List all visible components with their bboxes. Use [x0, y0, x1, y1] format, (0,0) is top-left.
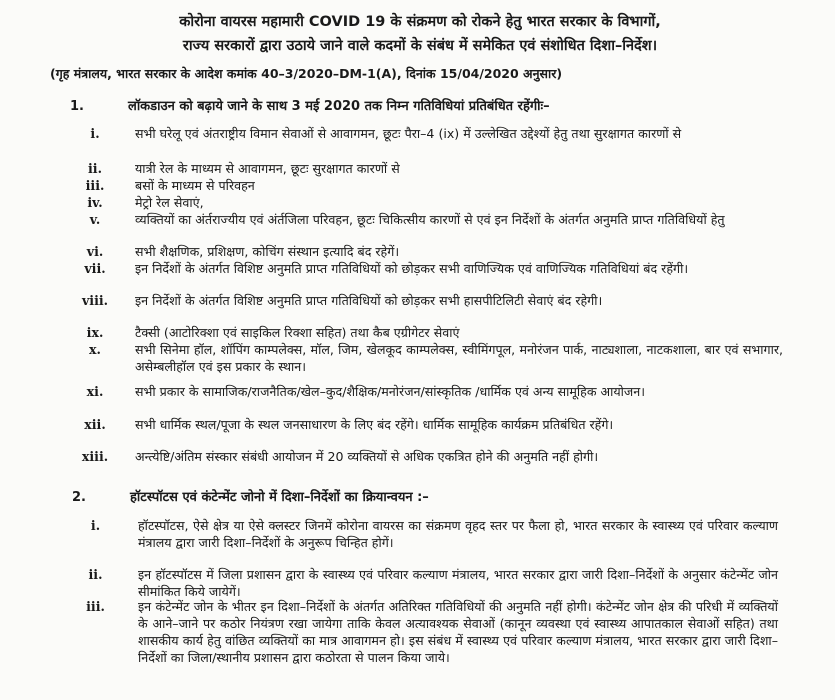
section-1-number: 1. — [70, 99, 84, 114]
item-number: iv. — [87, 195, 103, 210]
item-number: xii. — [84, 417, 106, 432]
item-number: iii. — [86, 599, 105, 614]
title-line-1: कोरोना वायरस महामारी COVID 19 के संक्रमण को रोकने हेतु भारत सरकार के विभागों, — [179, 14, 661, 30]
item-number: i. — [90, 126, 100, 141]
title-line-2: राज्य सरकारों द्वारा उठाये जाने वाले कदमों के संबंध में समेकित एवं संशोधित दिशा–निर्देश। — [182, 38, 658, 54]
item-text: मेट्रो रेल सेवाएं, — [135, 195, 204, 210]
item-text: व्यक्तियों का अंर्तराज्यीय एवं अंर्तजिला परिवहन, छूटः चिकित्सीय कारणों से एवं इन निर्देशों के अंतर्गत अनुमति प्राप्त गतिविधियों हेतु — [135, 212, 725, 227]
item-number: vi. — [86, 244, 104, 259]
section-2-title: हॉटस्पॉटस एवं कंटेन्मेंट जोनो में दिशा–निर्देशों का क्रियान्वयन :– — [130, 490, 429, 505]
item-text: बसों के माध्यम से परिवहन — [135, 178, 255, 193]
item-text: हॉटस्पॉटस, ऐसे क्षेत्र या ऐसे क्लस्टर जिनमें कोरोना वायरस का संक्रमण वृहद स्तर पर फैला हो, भारत सरकार के स्वास्थ्य एवं परिवार कल्याण मंत्रालय द्वारा जारी दिशा–निर्देशों के अनुरूप चिन्हित होगें। — [138, 518, 778, 550]
item-text: यात्री रेल के माध्यम से आवागमन, छूटः सुरक्षागत कारणों से — [135, 161, 400, 176]
item-number: ii. — [88, 161, 102, 176]
item-text: इन हॉटस्पॉटस में जिला प्रशासन द्वारा के स्वास्थ्य एवं परिवार कल्याण मंत्रालय, भारत सरकार द्वारा जारी दिशा–निर्देशों के अनुसार कंटेन्मेंट जोन सीमांकित किये जायेगें। — [138, 567, 778, 599]
item-number: viii. — [81, 293, 109, 308]
item-text: सभी घरेलू एवं अंतराष्ट्रीय विमान सेवाओं से आवागमन, छूटः पैरा–4 (ix) में उल्लेखित उद्देश्यों हेतु तथा सुरक्षागत कारणों से — [135, 126, 682, 141]
item-text: टैक्सी (आटोरिक्शा एवं साइकिल रिक्शा सहित) तथा कैब एग्रीगेटर सेवाएं — [135, 325, 460, 340]
order-reference: (गृह मंत्रालय, भारत सरकार के आदेश कमांक 40–3/2020–DM-1(A), दिनांक 15/04/2020 अनुसार) — [50, 66, 563, 81]
item-number: iii. — [85, 178, 105, 193]
item-number: vii. — [84, 261, 106, 276]
item-text: इन निर्देशों के अंतर्गत विशिष्ट अनुमति प्राप्त गतिविधियों को छोड़कर सभी वाणिज्यिक एवं वाणिज्यिक गतिविधियां बंद रहेंगी। — [135, 261, 689, 276]
item-number: xiii. — [81, 449, 109, 464]
section-1-title: लॉकडाउन को बढ़ाये जाने के साथ 3 मई 2020 तक निम्न गतिविधियां प्रतिबंधित रहेंगीः– — [128, 99, 550, 114]
section-2-number: 2. — [72, 490, 86, 505]
item-text: सभी प्रकार के सामाजिक/राजनैतिक/खेल–कुद/शैक्षिक/मनोरंजन/सांस्कृतिक /धार्मिक एवं अन्य सामूहिक आयोजन। — [135, 384, 646, 399]
item-text: सभी सिनेमा हॉल, शॉपिंग काम्पलेक्स, मॉल, जिम, खेलकूद काम्पलेक्स, स्वीमिंगपूल, मनोरंजन पार्क, नाट्यशाला, नाटकशाला, बार एवं सभागार, असेम्बलीहॉल एवं इस प्रकार के स्थान। — [135, 342, 783, 374]
item-text: इन निर्देशों के अंतर्गत विशिष्ट अनुमति प्राप्त गतिविधियों को छोड़कर सभी हासपीटिलिटी सेवाएं बंद रहेगी। — [135, 293, 603, 308]
document-title — [40, 10, 800, 58]
item-text: सभी शैक्षणिक, प्रशिक्षण, कोचिंग संस्थान इत्यादि बंद रहेगें। — [135, 244, 400, 259]
item-number: ix. — [86, 325, 104, 340]
item-number: ii. — [88, 567, 103, 582]
item-text: इन कंटेन्मेंट जोन के भीतर इन दिशा–निर्देशों के अंतर्गत अतिरिक्त गतिविधियों की अनुमति नहीं होगी। कंटेन्मेंट जोन क्षेत्र की परिधी में व्यक्तियों के आने–जाने पर कठोर नियंत्रण रखा जायेगा ताकि केवल अत्यावश्यक सेवाओं (कानून व्यवस्था एवं स्वास्थ्य आपातकाल सेवाओं सहित) तथा शासकीय कार्य हेतु वांछित व्यक्तियों का मात्र आवागमन हो। इस संबंध में स्वास्थ्य एवं परिवार कल्याण मंत्रालय, भारत सरकार द्वारा जारी दिशा–निर्देशों का जिला/स्थानीय प्रशासन द्वारा कठोरता से पालन किया जाये। — [138, 599, 778, 665]
item-number: xi. — [86, 384, 104, 399]
item-text: अन्त्येष्टि/अंतिम संस्कार संबंधी आयोजन में 20 व्यक्तियों से अधिक एकत्रित होने की अनुमति नहीं होगी। — [135, 449, 599, 464]
item-text: सभी धार्मिक स्थल/पूजा के स्थल जनसाधारण के लिए बंद रहेंगे। धार्मिक सामूहिक कार्यक्रम प्रतिबंधित रहेंगे। — [135, 417, 614, 432]
item-number: x. — [89, 342, 101, 357]
item-number: v. — [89, 212, 101, 227]
item-number: i. — [90, 518, 101, 533]
